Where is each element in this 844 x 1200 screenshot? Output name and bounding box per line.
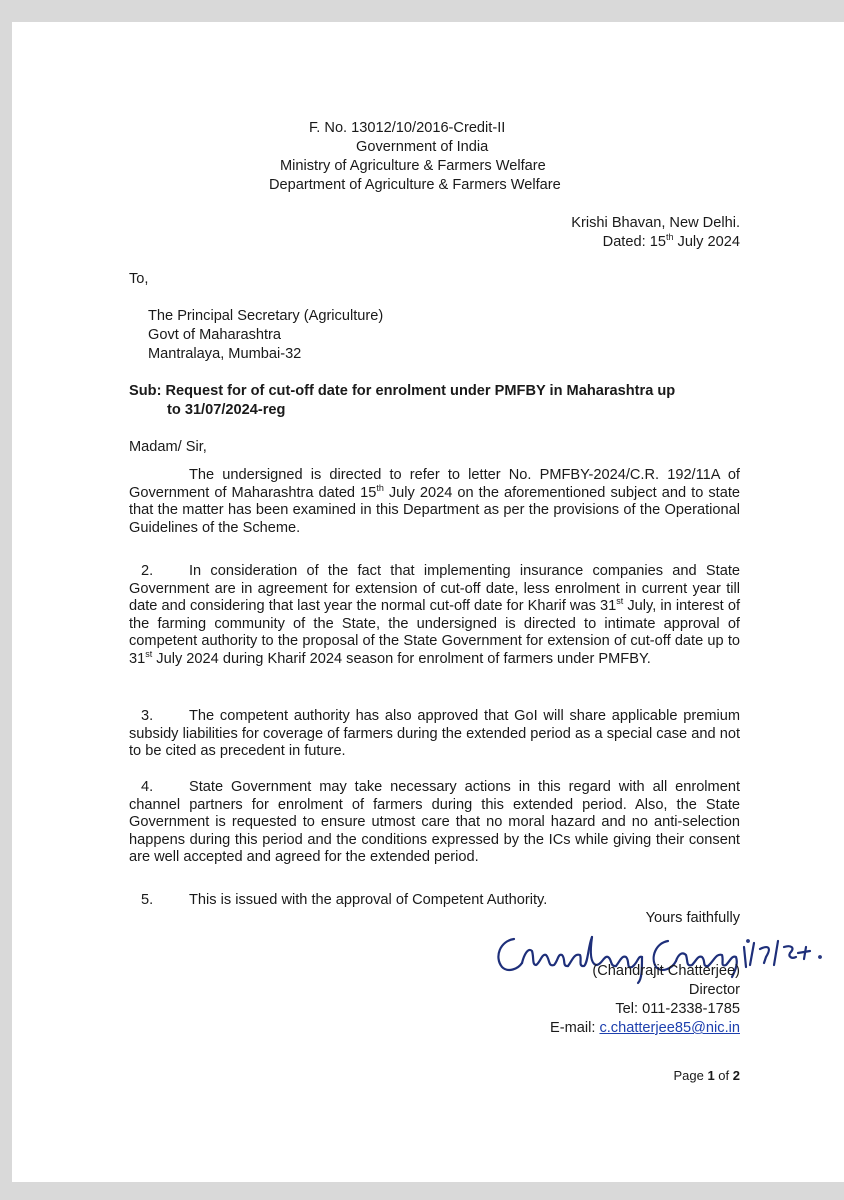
signatory-name: (Chandrajit Chatterjee)	[592, 963, 740, 979]
paragraph-2: 2. In consideration of the fact that implementing insurance companies and State Government are in agreement for extension of cut-off date, less enrolment in current year till date and considering that last year the normal cut-off date for Kharif was 31st July, in interest of the farming community of the State, the undersigned is directed to intimate approval of competent authority to the proposal of the State Government for extension of cut-off date up to 31st July 2024 during Kharif 2024 season for enrolment of farmers under PMFBY.	[129, 563, 741, 667]
addressee-line-1: The Principal Secretary (Agriculture)	[148, 308, 384, 324]
email-link[interactable]: c.chatterjee85@nic.in	[599, 1020, 740, 1036]
paragraph-1: The undersigned is directed to refer to letter No. PMFBY-2024/C.R. 192/11A of Government of Maharashtra dated 15th July 2024 on the aforementioned subject and to state that the matter has been examined in this Department as per the provisions of the Operational Guidelines of the Scheme.	[129, 467, 740, 536]
document-page	[12, 22, 844, 1182]
signatory-title: Director	[688, 982, 740, 998]
subject-line-1: Sub: Request for of cut-off date for enrolment under PMFBY in Maharashtra up	[129, 383, 676, 399]
signature-text: Chandrajit Chatterjee 15/7/24	[492, 917, 506, 918]
addressee-line-2: Govt of Maharashtra	[148, 327, 282, 343]
paragraph-5: 5. This is issued with the approval of Competent Authority.	[141, 892, 548, 908]
department-line: Department of Agriculture & Farmers Welfare	[269, 177, 561, 193]
closing-line: Yours faithfully	[645, 910, 740, 926]
to-label: To,	[129, 271, 149, 287]
paragraph-3: 3. The competent authority has also approved that GoI will share applicable premium subsidy liabilities for coverage of farmers during the extended period as a special case and not to be cited as precedent in future.	[129, 708, 740, 759]
signatory-tel: Tel: 011-2338-1785	[615, 1001, 740, 1017]
place-line: Krishi Bhavan, New Delhi.	[571, 215, 740, 231]
addressee-line-3: Mantralaya, Mumbai-32	[148, 346, 302, 362]
ministry-line: Ministry of Agriculture & Farmers Welfare	[280, 158, 546, 174]
subject-line-2: to 31/07/2024-reg	[167, 402, 286, 418]
date-line: Dated: 15th July 2024	[602, 232, 740, 250]
file-number: F. No. 13012/10/2016-Credit-II	[309, 120, 506, 136]
signatory-email-line: E-mail: c.chatterjee85@nic.in	[549, 1020, 740, 1036]
page-number: Page 1 of 2	[673, 1068, 740, 1083]
government-line: Government of India	[356, 139, 489, 155]
paragraph-4: 4. State Government may take necessary actions in this regard with all enrolment channel partners for enrolment of farmers during this extended period. Also, the State Government is requested to ensure utmost care that no moral hazard and no anti-selection happens during this period and the conditions expressed by the ICs while giving their consent are well accepted and agreed for the extended period.	[129, 779, 740, 865]
salutation: Madam/ Sir,	[129, 439, 207, 455]
